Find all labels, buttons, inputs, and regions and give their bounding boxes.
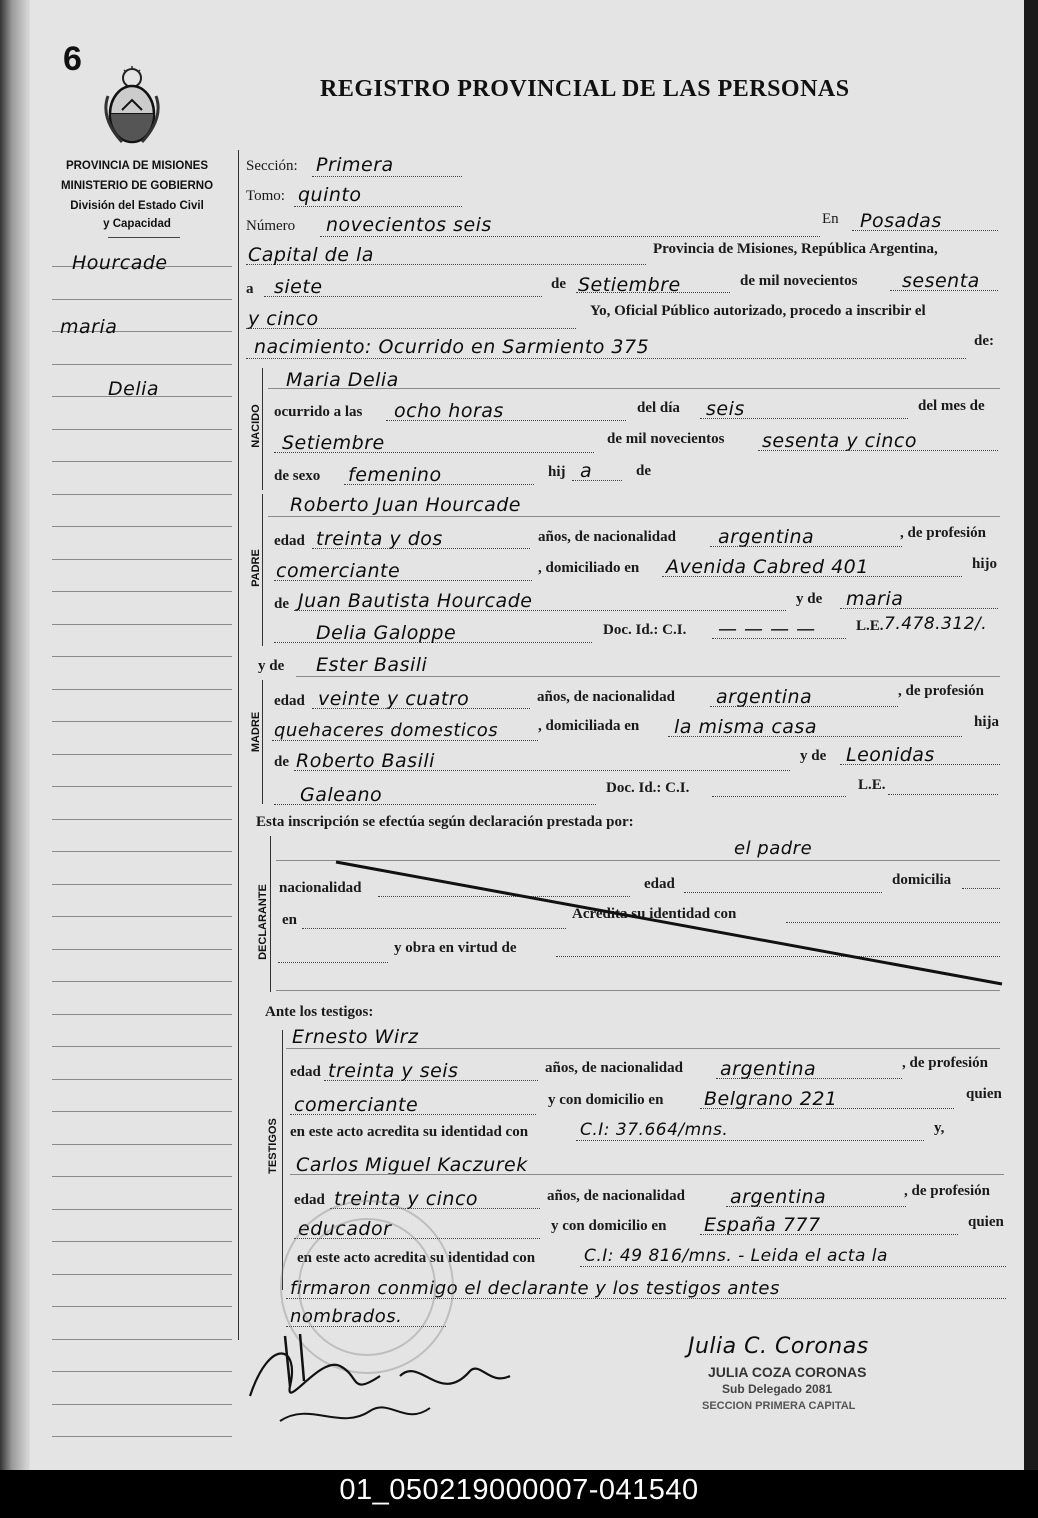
witness1-name: Ernesto Wirz xyxy=(292,1026,419,1048)
del-dia-label: del día xyxy=(637,400,680,416)
father-profession: comerciante xyxy=(276,560,401,582)
del-mes-label: del mes de xyxy=(918,398,985,414)
nacido-label: NACIDO xyxy=(250,404,262,448)
father-edad-label: edad xyxy=(274,533,305,549)
margin-rule xyxy=(52,1014,232,1015)
margin-first-name: maria xyxy=(60,316,118,338)
father-age: treinta y dos xyxy=(316,528,443,550)
testigos-label: TESTIGOS xyxy=(267,1118,279,1174)
mother-mother-2: Galeano xyxy=(300,784,383,806)
father-address: Avenida Cabred 401 xyxy=(666,556,869,578)
tomo-value: quinto xyxy=(298,184,362,206)
father-nac-label: años, de nacionalidad xyxy=(538,529,676,545)
margin-rule xyxy=(52,1209,232,1210)
father-le-value: 7.478.312/. xyxy=(884,614,988,634)
declarante-en-label: en xyxy=(282,912,297,928)
margin-rule xyxy=(52,1046,232,1047)
mother-ci-label: Doc. Id.: C.I. xyxy=(606,780,690,796)
margin-rule xyxy=(52,851,232,852)
closing-line-2: nombrados. xyxy=(290,1306,403,1327)
witness1-edad-label: edad xyxy=(290,1064,321,1080)
witness1-nac-label: años, de nacionalidad xyxy=(545,1060,683,1076)
madre-y-de-label: y de xyxy=(258,658,285,674)
witness1-address: Belgrano 221 xyxy=(704,1088,838,1110)
witness1-quien-label: quien xyxy=(966,1086,1002,1102)
margin-rule xyxy=(52,1111,232,1112)
witness2-nationality: argentina xyxy=(730,1186,827,1208)
margin-rule xyxy=(52,494,232,495)
witness1-age: treinta y seis xyxy=(328,1060,459,1082)
margin-rule xyxy=(52,1436,232,1437)
margin-rule xyxy=(52,754,232,755)
mother-profession: quehaceres domesticos xyxy=(274,720,499,741)
hour-value: ocho horas xyxy=(394,400,504,422)
yo-oficial-label: Yo, Oficial Público autorizado, procedo a inscribir el xyxy=(590,303,926,319)
margin-rule xyxy=(52,526,232,527)
hij-label: hij xyxy=(548,464,566,480)
mother-mother-1: Leonidas xyxy=(846,744,935,766)
en-value: Posadas xyxy=(860,210,942,232)
capital-value: Capital de la xyxy=(248,244,374,266)
mother-dom-label: , domiciliada en xyxy=(538,718,640,734)
de-colon-label: de: xyxy=(974,333,994,349)
header-rule xyxy=(108,237,180,238)
father-name: Roberto Juan Hourcade xyxy=(290,494,521,516)
witness2-profession: educador xyxy=(298,1218,392,1240)
sex-value: femenino xyxy=(348,464,442,486)
declarante-label: DECLARANTE xyxy=(257,884,269,960)
margin-rule xyxy=(52,916,232,917)
father-y-de-label: y de xyxy=(796,591,823,607)
margin-rule xyxy=(52,1339,232,1340)
margin-surname: Hourcade xyxy=(72,252,168,274)
margin-rule xyxy=(52,461,232,462)
birth-day-value: seis xyxy=(706,398,745,420)
mother-father: Roberto Basili xyxy=(296,750,435,772)
margin-middle-name: Delia xyxy=(108,378,160,400)
month-value: Setiembre xyxy=(578,274,681,296)
numero-value: novecientos seis xyxy=(326,214,492,236)
margin-rule xyxy=(52,689,232,690)
margin-rule xyxy=(52,1241,232,1242)
father-dom-label: , domiciliado en xyxy=(538,560,640,576)
margin-rule xyxy=(52,429,232,430)
nacido-bracket xyxy=(262,368,263,490)
declarante-value: el padre xyxy=(734,838,813,859)
witness2-name: Carlos Miguel Kaczurek xyxy=(296,1154,528,1176)
margin-rule xyxy=(52,949,232,950)
margin-rule xyxy=(52,364,232,365)
margin-rule xyxy=(52,591,232,592)
mother-edad-label: edad xyxy=(274,693,305,709)
official-signature: Julia C. Coronas xyxy=(688,1334,869,1359)
margin-rule xyxy=(52,721,232,722)
witness1-nationality: argentina xyxy=(720,1058,817,1080)
father-prof-label: , de profesión xyxy=(900,525,986,541)
ministry-label: MINISTERIO DE GOBIERNO xyxy=(60,180,214,192)
day-value: siete xyxy=(274,276,323,298)
witness1-prof-label: , de profesión xyxy=(902,1055,988,1071)
hija-label: hija xyxy=(974,714,1000,730)
mother-y-de-label: y de xyxy=(800,748,827,764)
father-mother-1: maria xyxy=(846,588,904,610)
sexo-label: de sexo xyxy=(274,468,321,484)
margin-rule xyxy=(52,1371,232,1372)
mother-address: la misma casa xyxy=(674,716,817,738)
seccion-label: Sección: xyxy=(246,158,298,174)
father-nationality: argentina xyxy=(718,526,815,548)
capacity-label: y Capacidad xyxy=(103,218,171,230)
margin-rule xyxy=(52,299,232,300)
mother-age: veinte y cuatro xyxy=(318,688,470,710)
margin-rule xyxy=(52,559,232,560)
margin-rule xyxy=(52,656,232,657)
margin-rule xyxy=(52,884,232,885)
mother-nac-label: años, de nacionalidad xyxy=(537,689,675,705)
father-ci-value: — — — — xyxy=(718,618,816,640)
declarante-nac-label: nacionalidad xyxy=(279,880,362,896)
seccion-value: Primera xyxy=(316,154,394,176)
padre-bracket xyxy=(262,494,263,646)
year-value-2: y cinco xyxy=(248,308,319,330)
division-label: División del Estado Civil xyxy=(70,200,204,212)
official-stamp-title: Sub Delegado 2081 xyxy=(722,1382,833,1396)
margin-rule xyxy=(52,1274,232,1275)
official-stamp-section: SECCION PRIMERA CAPITAL xyxy=(702,1400,856,1412)
witness1-profession: comerciante xyxy=(294,1094,419,1116)
official-stamp-name: JULIA COZA CORONAS xyxy=(708,1364,867,1380)
scan-file-id: 01_050219000007-041540 xyxy=(339,1474,699,1506)
binding-shadow xyxy=(0,0,30,1470)
tomo-label: Tomo: xyxy=(246,188,285,204)
column-divider xyxy=(238,150,239,1340)
de2-label: de xyxy=(636,463,651,479)
a-label: a xyxy=(246,281,254,297)
margin-rule xyxy=(52,786,232,787)
provincia-label: Provincia de Misiones, República Argentina, xyxy=(653,241,938,257)
madre-label: MADRE xyxy=(250,711,262,753)
folio-number: 6 xyxy=(63,40,82,78)
inscripcion-label: Esta inscripción se efectúa según declaración prestada por: xyxy=(256,814,634,830)
birth-month-value: Setiembre xyxy=(282,432,385,454)
witness2-doc: C.I: 49 816/mns. - Leida el acta la xyxy=(584,1246,888,1266)
declarante-cancel-stroke xyxy=(276,860,1006,990)
margin-rule xyxy=(52,981,232,982)
birth-year-value: sesenta y cinco xyxy=(762,430,917,452)
mother-nationality: argentina xyxy=(716,686,813,708)
witness2-dom-label: y con domicilio en xyxy=(551,1218,667,1234)
father-father: Juan Bautista Hourcade xyxy=(298,590,533,612)
witness1-y-label: y, xyxy=(934,1120,945,1136)
child-name: Maria Delia xyxy=(286,369,399,391)
declarante-acredita-label: Acredita su identidad con xyxy=(572,906,737,922)
ante-label: Ante los testigos: xyxy=(265,1004,374,1020)
father-ci-label: Doc. Id.: C.I. xyxy=(603,622,687,638)
margin-rule xyxy=(52,819,232,820)
province-label: PROVINCIA DE MISIONES xyxy=(65,160,209,172)
madre-bracket xyxy=(262,680,263,804)
witness2-acredita-label: en este acto acredita su identidad con xyxy=(297,1250,536,1266)
margin-rule xyxy=(52,1079,232,1080)
ocurrido-label: ocurrido a las xyxy=(274,404,363,420)
declarante-edad-label: edad xyxy=(644,876,675,892)
witness2-quien-label: quien xyxy=(968,1214,1004,1230)
mother-de-label: de xyxy=(274,754,289,770)
declarante-obra-label: y obra en virtud de xyxy=(394,940,517,956)
declarante-bracket xyxy=(270,836,271,992)
witness1-acredita-label: en este acto acredita su identidad con xyxy=(290,1124,529,1140)
witness2-edad-label: edad xyxy=(294,1192,325,1208)
de-mil-nov-label: de mil novecientos xyxy=(607,431,725,447)
witness1-doc: C.I: 37.664/mns. xyxy=(580,1120,729,1140)
en-label: En xyxy=(822,211,839,227)
nacimiento-value: nacimiento: Ocurrido en Sarmiento 375 xyxy=(254,336,650,358)
numero-label: Número xyxy=(246,218,296,234)
testigos-bracket xyxy=(282,1030,283,1290)
father-de-label: de xyxy=(274,596,289,612)
witness2-nac-label: años, de nacionalidad xyxy=(547,1188,685,1204)
mother-prof-label: , de profesión xyxy=(898,683,984,699)
margin-rule xyxy=(52,1144,232,1145)
closing-line-1: firmaron conmigo el declarante y los testigos antes xyxy=(290,1278,780,1299)
margin-rule xyxy=(52,624,232,625)
declarante-domicilia-label: domicilia xyxy=(892,872,952,888)
year-value-1: sesenta xyxy=(902,270,980,292)
witness-signatures xyxy=(230,1316,520,1436)
margin-rule xyxy=(52,1176,232,1177)
mother-le-label: L.E. xyxy=(858,777,886,793)
witness2-prof-label: , de profesión xyxy=(904,1183,990,1199)
hijo-label: hijo xyxy=(972,556,998,572)
page-edge xyxy=(1024,0,1038,1470)
witness2-address: España 777 xyxy=(704,1214,821,1236)
mother-name: Ester Basili xyxy=(316,654,428,676)
margin-rule xyxy=(52,1404,232,1405)
hij-suffix: a xyxy=(580,460,593,482)
coat-of-arms-icon xyxy=(102,66,162,150)
de-label: de xyxy=(551,276,566,292)
padre-label: PADRE xyxy=(250,549,262,587)
de-mil-label: de mil novecientos xyxy=(740,273,858,289)
margin-rule xyxy=(52,1306,232,1307)
witness2-age: treinta y cinco xyxy=(334,1188,479,1210)
father-mother-2: Delia Galoppe xyxy=(316,622,457,644)
page-title: REGISTRO PROVINCIAL DE LAS PERSONAS xyxy=(320,76,850,102)
witness1-dom-label: y con domicilio en xyxy=(548,1092,664,1108)
father-le-label: L.E. xyxy=(856,618,884,634)
